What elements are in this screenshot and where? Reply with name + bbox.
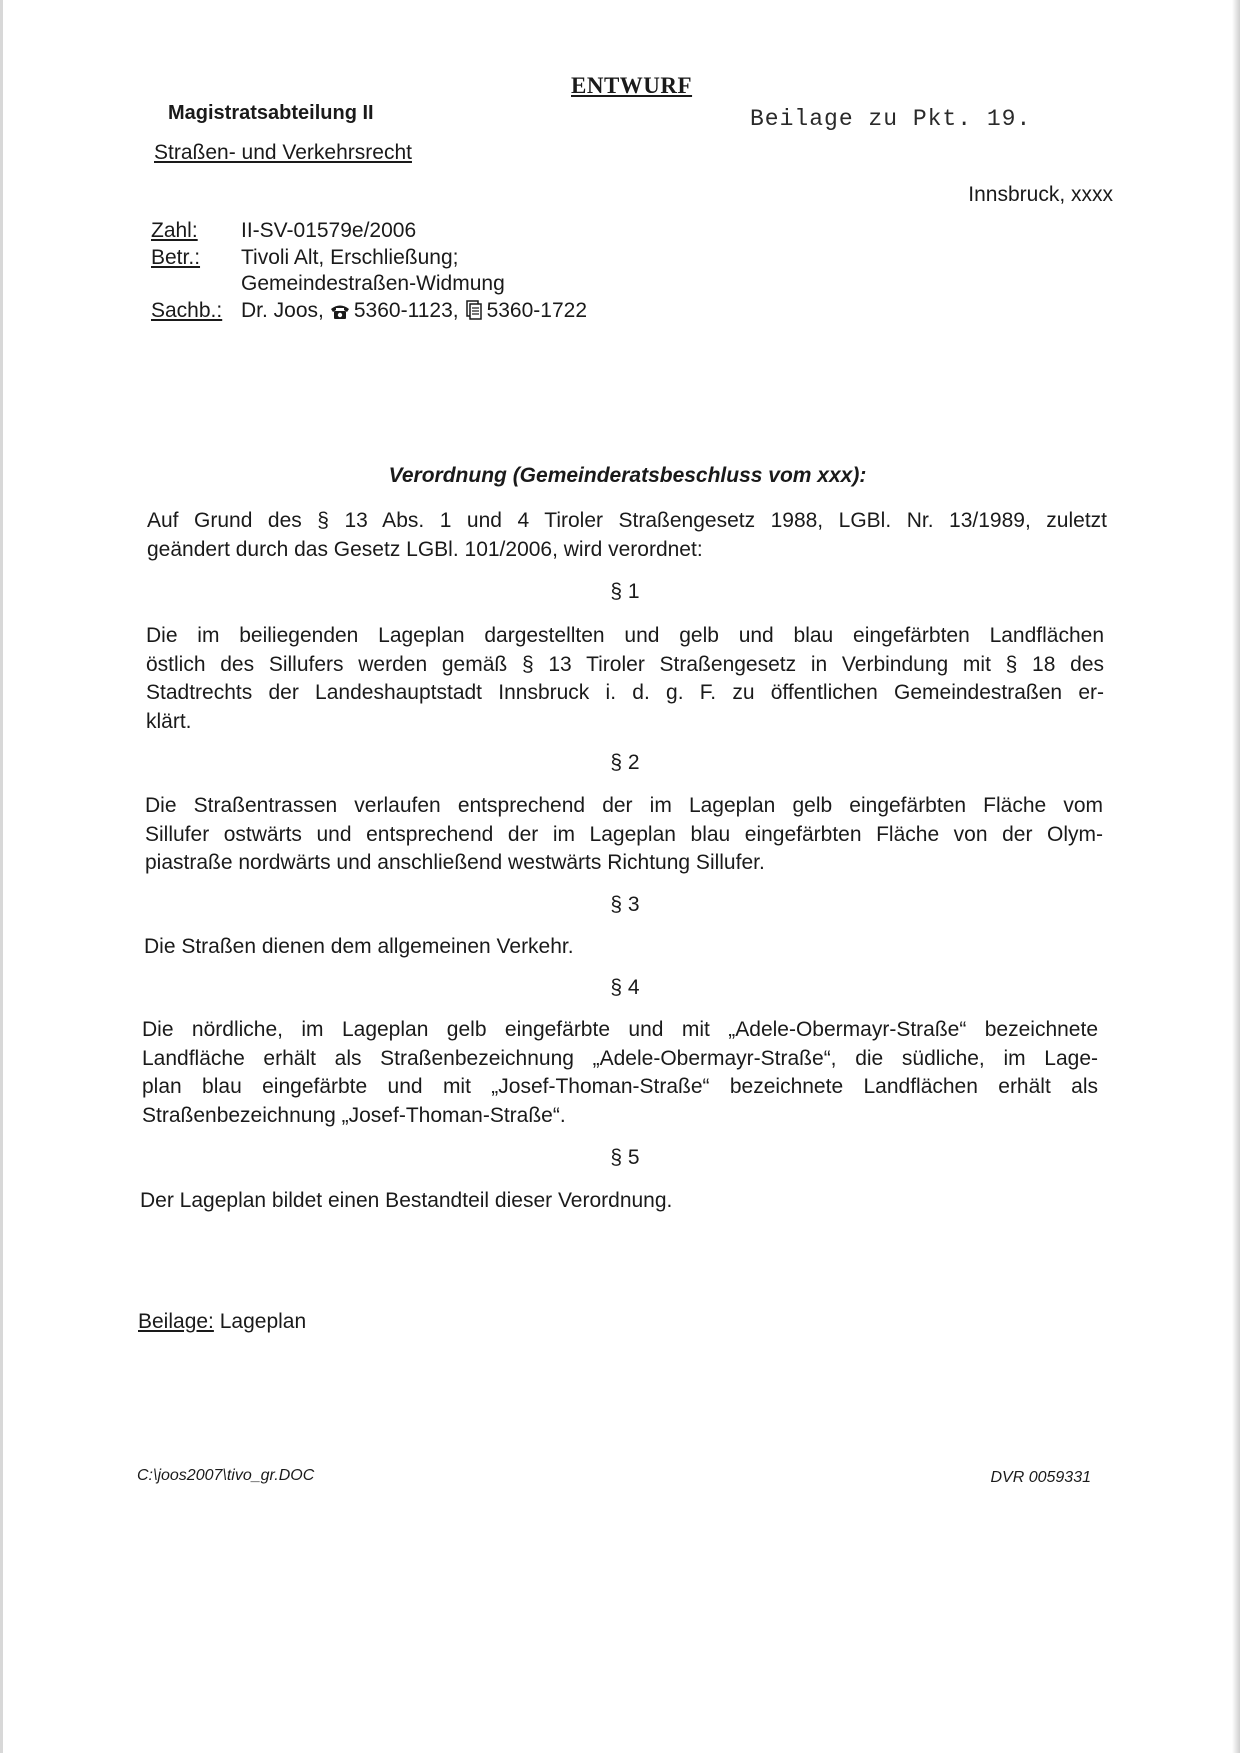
intro-paragraph xyxy=(147,507,1107,564)
fax-number: 5360-1722 xyxy=(486,298,588,322)
section-4-text xyxy=(142,1016,1098,1130)
file-path: C:\joos2007\tivo_gr.DOC xyxy=(137,1467,315,1484)
enclosure-label: Beilage: xyxy=(138,1310,214,1333)
scan-edge xyxy=(1232,0,1240,1753)
text-line: Sillufer ostwärts und entsprechend der im Lageplan blau eingefärbten Fläche von der Olym- xyxy=(145,822,1103,846)
enclosure-line xyxy=(138,1310,306,1334)
text-line: plan blau eingefärbte und mit „Josef-Thoman-Straße“ bezeichnete Landflächen erhält als xyxy=(142,1075,1098,1098)
text-line: klärt. xyxy=(146,709,192,733)
text-line: Stadtrechts der Landeshauptstadt Innsbruck i. d. g. F. zu öffentlichen Gemeindestraßen er- xyxy=(146,681,1104,704)
section-4-title: § 4 xyxy=(610,976,640,999)
department-name: Magistratsabteilung II xyxy=(168,102,374,124)
section-3-text xyxy=(144,933,1104,962)
text-line: Landfläche erhält als Straßenbezeichnung „Adele-Obermayr-Straße“, die südliche, im Lage- xyxy=(142,1046,1098,1070)
place-date: Innsbruck, xxxx xyxy=(968,183,1113,206)
draft-stamp: ENTWURF xyxy=(571,73,693,98)
telephone-icon xyxy=(330,301,350,328)
text-line: Die im beiliegenden Lageplan dargestellten und gelb und blau eingefärbten Landflächen xyxy=(146,624,1104,647)
betr-value-continued: Gemeindestraßen-Widmung xyxy=(241,272,505,295)
dvr-number: DVR 0059331 xyxy=(990,1469,1091,1486)
clerk-row xyxy=(151,298,587,328)
text-line: Straßenbezeichnung „Josef-Thoman-Straße“. xyxy=(142,1103,566,1127)
attachment-stamp: Beilage zu Pkt. 19. xyxy=(750,106,1032,132)
phone-number: 5360-1123, xyxy=(353,298,459,322)
zahl-value: II-SV-01579e/2006 xyxy=(241,219,417,242)
text-line: piastraße nordwärts und anschließend westwärts Richtung Sillufer. xyxy=(145,851,765,874)
scan-edge xyxy=(0,0,3,1753)
section-5-text xyxy=(140,1187,1100,1216)
text-line: östlich des Sillufers werden gemäß § 13 Tiroler Straßengesetz in Verbindung mit § 18 des xyxy=(146,652,1104,676)
reference-block xyxy=(151,218,587,327)
subject-row xyxy=(151,245,587,272)
subject-row-continued xyxy=(151,271,587,298)
text-line: Die Straßen dienen dem allgemeinen Verkehr. xyxy=(144,935,574,958)
enclosure-value: Lageplan xyxy=(219,1310,307,1333)
section-2-title: § 2 xyxy=(610,751,640,774)
text-line: geändert durch das Gesetz LGBl. 101/2006, wird verordnet: xyxy=(147,537,703,561)
subdepartment-name: Straßen- und Verkehrsrecht xyxy=(154,141,412,164)
section-1-title: § 1 xyxy=(610,580,640,603)
fax-icon xyxy=(465,300,483,328)
sachb-label: Sachb.: xyxy=(151,298,223,322)
section-5-title: § 5 xyxy=(610,1146,640,1169)
section-3-title: § 3 xyxy=(610,893,640,916)
reference-row xyxy=(151,218,587,245)
zahl-label: Zahl: xyxy=(151,219,198,242)
text-line: Die Straßentrassen verlaufen entsprechend der im Lageplan gelb eingefärbten Fläche vom xyxy=(145,794,1103,817)
text-line: Der Lageplan bildet einen Bestandteil dieser Verordnung. xyxy=(140,1189,673,1212)
text-line: Die nördliche, im Lageplan gelb eingefärbte und mit „Adele-Obermayr-Straße“ bezeichnete xyxy=(142,1018,1098,1041)
section-2-text xyxy=(145,792,1103,878)
clerk-name: Dr. Joos, xyxy=(241,298,324,322)
section-1-text xyxy=(146,622,1104,736)
ordinance-heading: Verordnung (Gemeinderatsbeschluss vom xxx): xyxy=(388,464,867,487)
text-line: Auf Grund des § 13 Abs. 1 und 4 Tiroler Straßengesetz 1988, LGBl. Nr. 13/1989, zuletzt xyxy=(147,509,1107,532)
betr-value: Tivoli Alt, Erschließung; xyxy=(241,245,459,269)
betr-label: Betr.: xyxy=(151,245,201,269)
